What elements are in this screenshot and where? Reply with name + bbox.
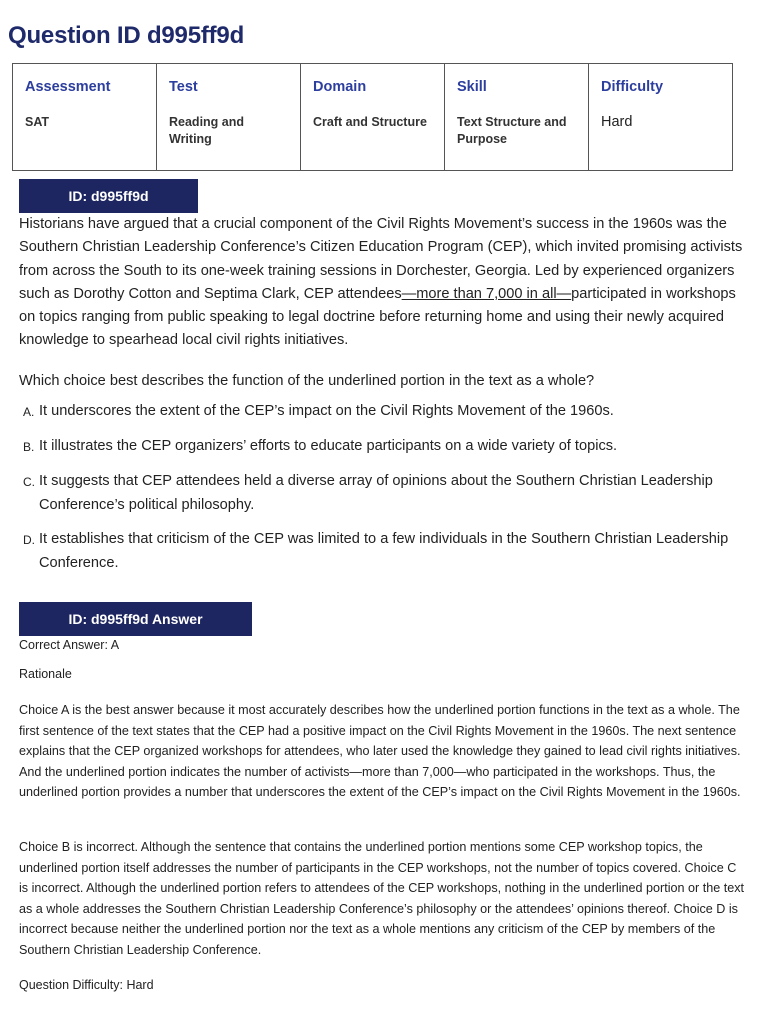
choice-a-letter: A. <box>23 405 35 419</box>
meta-value-skill: Text Structure and Purpose <box>457 115 567 146</box>
choice-a[interactable] <box>19 399 739 423</box>
meta-header-domain: Domain <box>313 79 367 95</box>
choice-b-letter: B. <box>23 440 35 454</box>
answer-id-bar: ID: d995ff9d Answer <box>19 602 252 636</box>
meta-header-skill: Skill <box>457 79 487 95</box>
rationale-paragraph-1: Choice A is the best answer because it most accurately describes how the underlined portion functions in the text as a whole. The first sentence of the text states that the CEP had a positive impact on the Civil Rights Movement in the 1960s. The next sentence explains that the CEP organized workshops for attendees, who later used the knowledge they gained to lead civil rights initiatives. And the underlined portion indicates the number of activists—more than 7,000—who participated in the workshops. Thus, the underlined portion provides a number that underscores the extent of the CEP’s impact on the Civil Rights Movement in the 1960s. <box>19 703 741 799</box>
rationale-label: Rationale <box>19 667 72 681</box>
passage-after: participated in workshops on topics ranging from public speaking to legal doctrine before returning home and using their newly acquired knowledge to spearhead local civil rights initiatives. <box>19 285 736 349</box>
rationale-paragraph-2: Choice B is incorrect. Although the sentence that contains the underlined portion mentions some CEP workshop topics, the underlined portion itself addresses the number of participants in the CEP workshops, not the number of topics covered. Choice C is incorrect. Although the underlined portion refers to attendees of the CEP workshops, nothing in the underlined portion or the text as a whole addresses the Southern Christian Leadership Conference’s philosophy or the attendees’ opinions thereof. Choice D is incorrect because neither the underlined portion nor the text as a whole mentions any criticism of the CEP by members of the Southern Christian Leadership Conference. <box>19 840 745 957</box>
choice-d-letter: D. <box>23 533 35 547</box>
choice-c[interactable] <box>19 469 739 517</box>
choice-c-text: It suggests that CEP attendees held a diverse array of opinions about the Southern Christian Leadership Conference’s political philosophy. <box>39 473 713 513</box>
meta-cell-domain <box>301 64 445 171</box>
question-stem: Which choice best describes the function of the underlined portion in the text as a whole? <box>19 373 595 389</box>
meta-cell-difficulty <box>589 64 733 171</box>
question-title: Question ID d995ff9d <box>8 22 245 49</box>
meta-value-test: Reading and Writing <box>169 115 245 146</box>
question-difficulty: Question Difficulty: Hard <box>19 978 154 992</box>
meta-header-difficulty: Difficulty <box>601 79 664 95</box>
choice-d[interactable] <box>19 527 739 575</box>
choice-a-text: It underscores the extent of the CEP’s impact on the Civil Rights Movement of the 1960s. <box>39 403 614 419</box>
question-id-bar: ID: d995ff9d <box>19 179 198 213</box>
meta-header-assessment: Assessment <box>25 79 111 95</box>
passage-before: Historians have argued that a crucial component of the Civil Rights Movement’s success in the 1960s was the Southern Christian Leadership Conference’s Citizen Education Program (CEP), which invited promising activists from across the South to its one-week training sessions in Dorchester, Georgia. Led by experienced organizers such as Dorothy Cotton and Septima Clark, CEP attendees <box>19 216 743 302</box>
choice-c-letter: C. <box>23 475 35 489</box>
passage-underlined-portion: —more than 7,000 in all— <box>401 285 572 302</box>
passage-text <box>19 213 749 353</box>
meta-value-domain: Craft and Structure <box>313 115 427 129</box>
meta-cell-skill <box>445 64 589 171</box>
choice-d-text: It establishes that criticism of the CEP was limited to a few individuals in the Southern Christian Leadership Conference. <box>39 531 729 571</box>
meta-value-assessment: SAT <box>25 115 50 129</box>
question-meta-table <box>12 63 733 171</box>
choice-b[interactable] <box>19 434 739 458</box>
meta-header-test: Test <box>169 79 198 95</box>
correct-answer: Correct Answer: A <box>19 638 120 652</box>
meta-cell-assessment <box>13 64 157 171</box>
meta-cell-test <box>157 64 301 171</box>
meta-value-difficulty: Hard <box>601 114 633 130</box>
choice-b-text: It illustrates the CEP organizers’ efforts to educate participants on a wide variety of topics. <box>39 438 618 454</box>
